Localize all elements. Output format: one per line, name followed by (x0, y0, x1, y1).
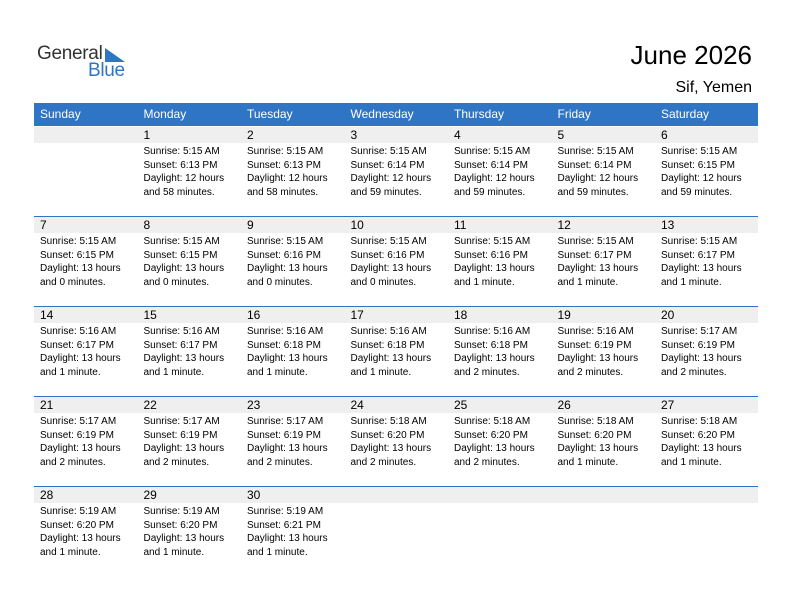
day-info (40, 415, 121, 469)
day-number: 28 (40, 488, 54, 502)
day-info (144, 325, 225, 379)
day-info (247, 145, 328, 199)
sunrise-text: Sunrise: 5:15 AM (350, 146, 427, 157)
day-info (558, 325, 639, 379)
daylight-text: and 1 minute. (40, 366, 101, 378)
daylight-text: Daylight: 12 hours (143, 173, 225, 184)
daylight-text: Daylight: 13 hours (143, 263, 225, 274)
day-number: 27 (661, 398, 675, 412)
weekday-header (34, 103, 758, 126)
daylight-text: and 2 minutes. (454, 456, 520, 468)
sunrise-text: Sunrise: 5:17 AM (247, 416, 324, 427)
sunset-text: Sunset: 6:17 PM (661, 249, 735, 261)
day-info (144, 505, 225, 559)
sunrise-text: Sunrise: 5:15 AM (143, 146, 220, 157)
calendar-location: Sif, Yemen (675, 79, 752, 96)
weekday-header-saturday: Saturday (661, 107, 710, 121)
sunset-text: Sunset: 6:19 PM (143, 429, 218, 441)
sunrise-text: Sunrise: 5:18 AM (661, 416, 738, 427)
day-info (144, 415, 225, 469)
sunset-text: Sunset: 6:19 PM (557, 339, 632, 351)
daylight-text: and 2 minutes. (661, 366, 727, 378)
sunrise-text: Sunrise: 5:18 AM (557, 416, 634, 427)
daylight-text: and 2 minutes. (454, 366, 520, 378)
daylight-text: Daylight: 13 hours (350, 353, 432, 364)
daylight-text: and 59 minutes. (661, 186, 733, 198)
sunrise-text: Sunrise: 5:19 AM (40, 506, 117, 517)
day-number: 8 (143, 218, 151, 232)
weekday-header-wednesday: Wednesday (350, 107, 414, 121)
daylight-text: and 58 minutes. (143, 186, 215, 198)
daylight-text: and 0 minutes. (247, 276, 313, 288)
daylight-text: Daylight: 13 hours (661, 353, 742, 364)
week-row (34, 397, 758, 487)
sunset-text: Sunset: 6:16 PM (454, 249, 528, 261)
sunrise-text: Sunrise: 5:15 AM (557, 236, 634, 247)
sunset-text: Sunset: 6:18 PM (247, 339, 321, 351)
daylight-text: Daylight: 13 hours (454, 443, 535, 454)
day-info (661, 415, 742, 469)
sunrise-text: Sunrise: 5:17 AM (661, 326, 738, 337)
daylight-text: Daylight: 13 hours (557, 353, 639, 364)
daylight-text: Daylight: 13 hours (350, 263, 432, 274)
sunrise-text: Sunrise: 5:15 AM (247, 146, 324, 157)
daylight-text: and 2 minutes. (350, 456, 417, 468)
day-cell (655, 307, 758, 397)
day-cell (241, 127, 344, 217)
sunrise-text: Sunrise: 5:18 AM (350, 416, 427, 427)
sunset-text: Sunset: 6:18 PM (454, 339, 528, 351)
day-cell (448, 307, 551, 397)
day-cell (241, 397, 344, 487)
day-cell (34, 217, 137, 307)
day-info (558, 145, 639, 199)
day-number: 26 (557, 398, 571, 412)
daylight-text: Daylight: 13 hours (40, 263, 121, 274)
day-info (558, 235, 639, 289)
day-number: 16 (247, 308, 261, 322)
day-cell (345, 307, 448, 397)
sunset-text: Sunset: 6:19 PM (40, 429, 114, 441)
sunrise-text: Sunrise: 5:19 AM (247, 506, 324, 517)
day-info (247, 235, 328, 289)
sunrise-text: Sunrise: 5:15 AM (350, 236, 427, 247)
day-info (247, 325, 328, 379)
day-info (454, 325, 535, 379)
week-row (34, 217, 758, 307)
sunrise-text: Sunrise: 5:16 AM (557, 326, 634, 337)
day-info (247, 505, 328, 559)
sunrise-text: Sunrise: 5:15 AM (557, 146, 634, 157)
sunset-text: Sunset: 6:17 PM (557, 249, 632, 261)
sunrise-text: Sunrise: 5:15 AM (661, 236, 738, 247)
sunset-text: Sunset: 6:17 PM (143, 339, 218, 351)
daylight-text: Daylight: 13 hours (40, 443, 121, 454)
sunrise-text: Sunrise: 5:15 AM (247, 236, 324, 247)
daylight-text: Daylight: 13 hours (557, 443, 639, 454)
daylight-text: and 59 minutes. (350, 186, 422, 198)
sunset-text: Sunset: 6:17 PM (40, 339, 114, 351)
sunset-text: Sunset: 6:15 PM (40, 249, 114, 261)
daylight-text: and 2 minutes. (557, 366, 624, 378)
daylight-text: and 1 minute. (247, 366, 308, 378)
sunset-text: Sunset: 6:16 PM (350, 249, 425, 261)
day-info (40, 325, 121, 379)
sunset-text: Sunset: 6:20 PM (40, 519, 114, 531)
daylight-text: Daylight: 13 hours (557, 263, 639, 274)
day-cell (448, 127, 551, 217)
day-number: 30 (247, 488, 261, 502)
daylight-text: and 1 minute. (40, 546, 101, 558)
day-number: 20 (661, 308, 675, 322)
day-cell (138, 127, 241, 217)
sunrise-text: Sunrise: 5:16 AM (454, 326, 531, 337)
day-cell (138, 397, 241, 487)
sunset-text: Sunset: 6:20 PM (350, 429, 425, 441)
logo-word-blue: Blue (88, 60, 125, 81)
sunrise-text: Sunrise: 5:16 AM (143, 326, 220, 337)
daylight-text: Daylight: 12 hours (247, 173, 328, 184)
day-number: 24 (350, 398, 364, 412)
day-number: 21 (40, 398, 54, 412)
daylight-text: and 59 minutes. (454, 186, 526, 198)
day-number: 2 (247, 128, 254, 142)
sunset-text: Sunset: 6:13 PM (247, 159, 321, 171)
sunrise-text: Sunrise: 5:16 AM (350, 326, 427, 337)
day-info (144, 235, 225, 289)
day-number: 5 (557, 128, 565, 142)
daylight-text: and 0 minutes. (40, 276, 106, 288)
weekday-header-tuesday: Tuesday (247, 107, 293, 121)
day-number: 18 (454, 308, 468, 322)
day-cell (34, 307, 137, 397)
sunset-text: Sunset: 6:19 PM (661, 339, 735, 351)
weekday-header-thursday: Thursday (454, 107, 505, 121)
day-cell (345, 217, 448, 307)
day-number: 15 (143, 308, 157, 322)
daylight-text: Daylight: 13 hours (661, 263, 742, 274)
daylight-text: and 1 minute. (557, 456, 619, 468)
day-cell (345, 397, 448, 487)
day-number: 4 (454, 128, 461, 142)
day-cell (34, 397, 137, 487)
daylight-text: Daylight: 13 hours (247, 263, 328, 274)
day-cell (655, 127, 758, 217)
sunset-text: Sunset: 6:15 PM (661, 159, 735, 171)
daylight-text: and 0 minutes. (350, 276, 417, 288)
weekday-header-monday: Monday (143, 107, 187, 121)
daylight-text: Daylight: 12 hours (454, 173, 535, 184)
daylight-text: Daylight: 12 hours (557, 173, 639, 184)
day-number: 12 (557, 218, 571, 232)
day-cell (448, 217, 551, 307)
day-number: 3 (350, 128, 358, 142)
sunset-text: Sunset: 6:18 PM (350, 339, 425, 351)
sunset-text: Sunset: 6:14 PM (454, 159, 528, 171)
sunset-text: Sunset: 6:13 PM (143, 159, 218, 171)
day-info (351, 235, 432, 289)
day-info (454, 235, 535, 289)
day-info (661, 325, 742, 379)
day-cell (655, 217, 758, 307)
daylight-text: and 2 minutes. (247, 456, 313, 468)
sunset-text: Sunset: 6:14 PM (350, 159, 425, 171)
daylight-text: Daylight: 13 hours (454, 263, 535, 274)
day-number: 13 (661, 218, 675, 232)
day-cell (448, 397, 551, 487)
day-info (144, 145, 225, 199)
day-info (40, 235, 121, 289)
weekday-header-sunday: Sunday (40, 107, 81, 121)
day-number: 29 (143, 488, 157, 502)
day-cell (138, 307, 241, 397)
sunset-text: Sunset: 6:20 PM (661, 429, 735, 441)
day-info (247, 415, 328, 469)
daylight-text: Daylight: 12 hours (350, 173, 432, 184)
daylight-text: Daylight: 13 hours (247, 443, 328, 454)
daylight-text: Daylight: 13 hours (247, 533, 328, 544)
logo (37, 43, 137, 83)
sunrise-text: Sunrise: 5:16 AM (247, 326, 324, 337)
day-cell (345, 127, 448, 217)
sunrise-text: Sunrise: 5:17 AM (40, 416, 117, 427)
sunset-text: Sunset: 6:20 PM (557, 429, 632, 441)
day-cell (552, 307, 655, 397)
daylight-text: and 1 minute. (247, 546, 308, 558)
day-info (454, 145, 535, 199)
sunrise-text: Sunrise: 5:15 AM (454, 236, 531, 247)
day-cell (241, 217, 344, 307)
sunset-text: Sunset: 6:16 PM (247, 249, 321, 261)
week-row (34, 487, 758, 577)
day-number: 25 (454, 398, 468, 412)
day-cell (138, 487, 241, 577)
day-number: 10 (350, 218, 364, 232)
day-info (351, 415, 432, 469)
day-info (661, 235, 742, 289)
sunrise-text: Sunrise: 5:19 AM (143, 506, 220, 517)
day-number: 23 (247, 398, 261, 412)
day-number: 17 (350, 308, 364, 322)
sunrise-text: Sunrise: 5:15 AM (40, 236, 117, 247)
daylight-text: and 1 minute. (143, 366, 205, 378)
sunrise-text: Sunrise: 5:17 AM (143, 416, 220, 427)
daylight-text: Daylight: 13 hours (143, 353, 225, 364)
daylight-text: and 0 minutes. (143, 276, 210, 288)
day-number: 14 (40, 308, 54, 322)
sunrise-text: Sunrise: 5:15 AM (661, 146, 738, 157)
day-number: 9 (247, 218, 254, 232)
calendar-title: June 2026 (630, 40, 752, 70)
logo-word-general: General (37, 43, 103, 64)
sunrise-text: Sunrise: 5:15 AM (454, 146, 531, 157)
day-number: 19 (557, 308, 571, 322)
daylight-text: Daylight: 12 hours (661, 173, 742, 184)
sunset-text: Sunset: 6:15 PM (143, 249, 218, 261)
sunset-text: Sunset: 6:21 PM (247, 519, 321, 531)
day-info (351, 145, 432, 199)
daylight-text: and 1 minute. (143, 546, 205, 558)
daylight-text: and 2 minutes. (143, 456, 210, 468)
daylight-text: Daylight: 13 hours (143, 533, 225, 544)
day-cell (241, 307, 344, 397)
daylight-text: and 1 minute. (350, 366, 412, 378)
daylight-text: Daylight: 13 hours (454, 353, 535, 364)
day-number: 22 (143, 398, 157, 412)
day-cell (138, 217, 241, 307)
sunset-text: Sunset: 6:20 PM (143, 519, 218, 531)
day-cell (655, 397, 758, 487)
day-number: 1 (143, 128, 151, 142)
daylight-text: Daylight: 13 hours (247, 353, 328, 364)
day-info (454, 415, 535, 469)
daylight-text: and 1 minute. (557, 276, 619, 288)
week-row (34, 127, 758, 217)
day-cell (241, 487, 344, 577)
daylight-text: and 1 minute. (454, 276, 515, 288)
sunrise-text: Sunrise: 5:18 AM (454, 416, 531, 427)
day-cell (552, 127, 655, 217)
day-info (558, 415, 639, 469)
day-cell (552, 217, 655, 307)
day-info (661, 145, 742, 199)
daylight-text: Daylight: 13 hours (661, 443, 742, 454)
sunset-text: Sunset: 6:20 PM (454, 429, 528, 441)
day-info (40, 505, 121, 559)
daylight-text: Daylight: 13 hours (143, 443, 225, 454)
daylight-text: and 1 minute. (661, 276, 722, 288)
day-cell (552, 397, 655, 487)
daylight-text: and 1 minute. (661, 456, 722, 468)
day-cell (34, 487, 137, 577)
daylight-text: and 58 minutes. (247, 186, 319, 198)
sunset-text: Sunset: 6:14 PM (557, 159, 632, 171)
sunrise-text: Sunrise: 5:16 AM (40, 326, 117, 337)
week-row (34, 307, 758, 397)
day-number: 7 (40, 218, 47, 232)
daylight-text: Daylight: 13 hours (40, 353, 121, 364)
daylight-text: and 2 minutes. (40, 456, 106, 468)
daylight-text: Daylight: 13 hours (40, 533, 121, 544)
day-info (351, 325, 432, 379)
day-number: 6 (661, 128, 668, 142)
sunset-text: Sunset: 6:19 PM (247, 429, 321, 441)
weekday-header-friday: Friday (557, 107, 591, 121)
daylight-text: and 59 minutes. (557, 186, 629, 198)
sunrise-text: Sunrise: 5:15 AM (143, 236, 220, 247)
daylight-text: Daylight: 13 hours (350, 443, 432, 454)
day-number: 11 (454, 218, 467, 232)
